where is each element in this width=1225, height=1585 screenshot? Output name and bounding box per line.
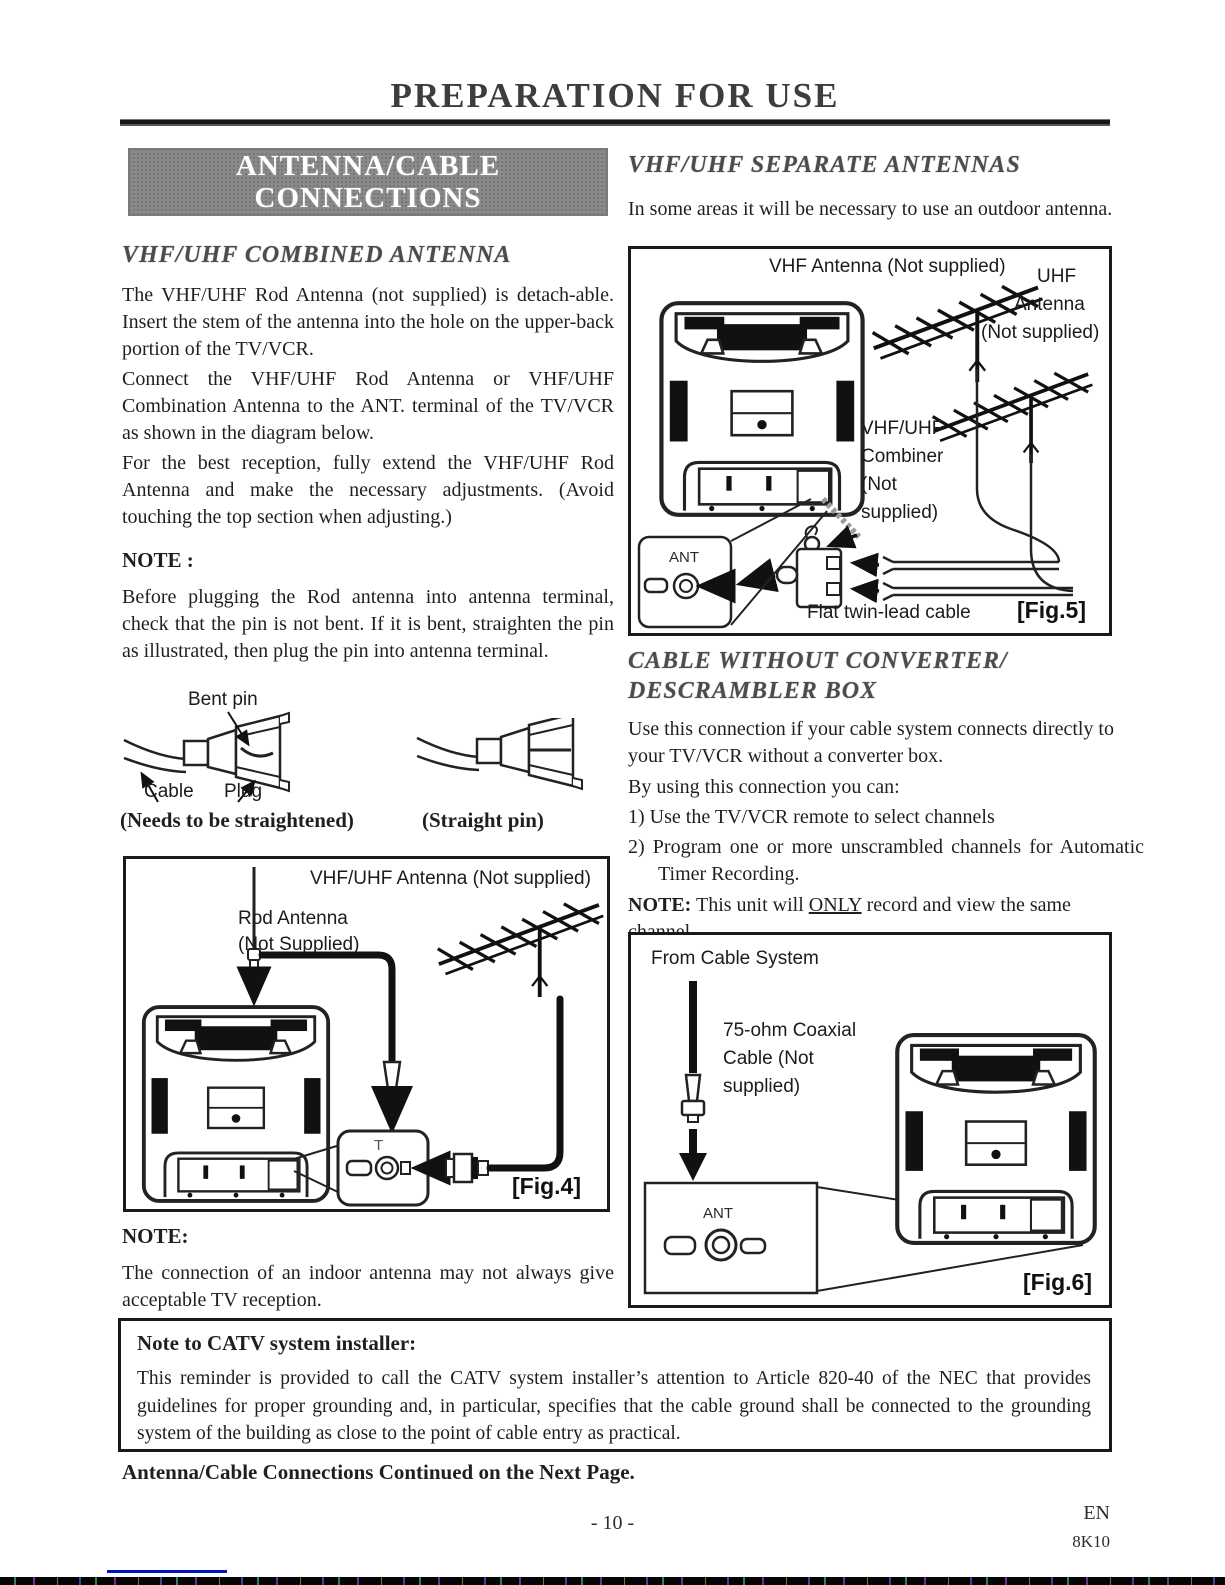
fig5-combiner-label-3: (Not (861, 474, 897, 495)
fig5-combiner-label-2: Combiner (861, 446, 944, 467)
section-banner (128, 148, 608, 216)
fig5-ant-label: ANT (669, 549, 699, 566)
note1-text: Before plugging the Rod antenna into antenna terminal, check that the pin is not bent. If it is bent, straighten the pin as illustrated, then plug the pin into antenna terminal. (122, 586, 614, 663)
fig4-rod-label-2: (Not Supplied) (238, 934, 360, 955)
fig5-box (628, 246, 1112, 636)
plug-label: Plug (224, 781, 263, 802)
cable-para-2: By using this connection you can: (628, 776, 900, 798)
fig6-diagram (631, 935, 1109, 1305)
fig4-rod-label-1: Rod Antenna (238, 908, 348, 929)
fig6-coax-label-1: 75-ohm Coaxial (723, 1020, 857, 1041)
fig4-box (123, 856, 610, 1212)
cable-note-after: record and view the same (861, 894, 1071, 916)
title-rule (120, 119, 1110, 126)
fig5-combiner-label-1: VHF/UHF (861, 418, 944, 439)
section-banner-line1: ANTENNA/CABLE (235, 149, 501, 182)
fig6-coax-label-3: supplied) (723, 1076, 801, 1097)
cable-para-1: Use this connection if your cable system connects directly to your TV/VCR without a converter box. (628, 718, 1114, 768)
fig6-caption: [Fig.6] (1023, 1269, 1092, 1295)
cable-heading-line2: DESCRAMBLER BOX (628, 678, 878, 704)
fig6-ant-label: ANT (703, 1205, 733, 1222)
pin-figure (120, 676, 612, 846)
straight-caption: (Straight pin) (422, 808, 544, 832)
fig5-caption: [Fig.5] (1017, 597, 1086, 623)
cable-without-converter-heading (628, 646, 1008, 706)
page-number: - 10 - (590, 1512, 635, 1534)
fig4-antenna-label: VHF/UHF Antenna (Not supplied) (310, 868, 591, 889)
combined-para-2: Connect the VHF/UHF Rod Antenna or VHF/UHF Combination Antenna to the ANT. terminal of the TV/VCR as shown in the diagram below. (122, 368, 614, 445)
note2-text: The connection of an indoor antenna may not always give acceptable TV reception. (122, 1262, 614, 1312)
fig5-twin-lead-label: Flat twin-lead cable (807, 602, 971, 623)
continued-note: Antenna/Cable Connections Continued on the Next Page. (122, 1460, 635, 1484)
bent-pin-label: Bent pin (188, 689, 258, 710)
fig5-uhf-label-1: UHF (1037, 266, 1077, 287)
note1-label: NOTE : (122, 548, 194, 572)
section-banner-line2: CONNECTIONS (254, 182, 482, 214)
separate-antennas-heading: VHF/UHF SEPARATE ANTENNAS (628, 152, 1021, 178)
catv-note-title: Note to CATV system installer: (137, 1331, 417, 1355)
page-title: PREPARATION FOR USE (390, 76, 840, 115)
cable-note-before: This unit will (691, 894, 809, 916)
cable-note-label: NOTE: (628, 894, 692, 916)
separate-antennas-intro: In some areas it will be necessary to use an outdoor antenna. (628, 198, 1113, 220)
combined-antenna-heading: VHF/UHF COMBINED ANTENNA (122, 242, 512, 268)
fig5-uhf-label-2: Antenna (1014, 294, 1085, 315)
scan-edge-bar (0, 1577, 1225, 1585)
cable-item-1: 1) Use the TV/VCR remote to select channels (628, 806, 995, 828)
cable-note-underlined: ONLY (808, 894, 862, 916)
fig6-from-cable-label: From Cable System (651, 948, 819, 969)
combined-para-1: The VHF/UHF Rod Antenna (not supplied) is detach-able. Insert the stem of the antenna into the hole on the upper-back portion of the TV/VCR. (122, 284, 614, 361)
cable-label: Cable (144, 781, 194, 802)
combined-para-3: For the best reception, fully extend the VHF/UHF Rod Antenna and make the necessary adjustments. (Avoid touching the top section when adjusting.) (122, 452, 614, 529)
cable-item-2: 2) Program one or more unscrambled channels for Automatic Timer Recording. (628, 836, 1144, 886)
fig5-uhf-label-3: (Not supplied) (981, 322, 1100, 343)
fig6-coax-label-2: Cable (Not (723, 1048, 814, 1069)
note2-label: NOTE: (122, 1224, 189, 1248)
footer-print-code: 8K10 (1072, 1532, 1110, 1551)
fig4-diagram (126, 859, 607, 1209)
scan-blue-line (107, 1570, 227, 1573)
straight-pin-drawing (415, 718, 595, 803)
catv-note-box (118, 1318, 1112, 1452)
catv-note-body: This reminder is provided to call the CATV system installer’s attention to Article 820-40 of the NEC that provides guidelines for proper grounding and, in particular, specifies that the cable ground shall be connected to the grounding system of the building as close to the point of cable entry as practical. (137, 1368, 1091, 1445)
fig5-vhf-antenna-label: VHF Antenna (Not supplied) (769, 256, 1006, 277)
fig4-caption: [Fig.4] (512, 1173, 581, 1199)
fig5-combiner-label-4: supplied) (861, 502, 939, 523)
bent-caption: (Needs to be straightened) (120, 808, 354, 832)
footer-lang: EN (1083, 1502, 1110, 1524)
cable-heading-line1: CABLE WITHOUT CONVERTER/ (628, 648, 1008, 674)
fig4-t-label: T (374, 1137, 384, 1154)
fig6-box (628, 932, 1112, 1308)
